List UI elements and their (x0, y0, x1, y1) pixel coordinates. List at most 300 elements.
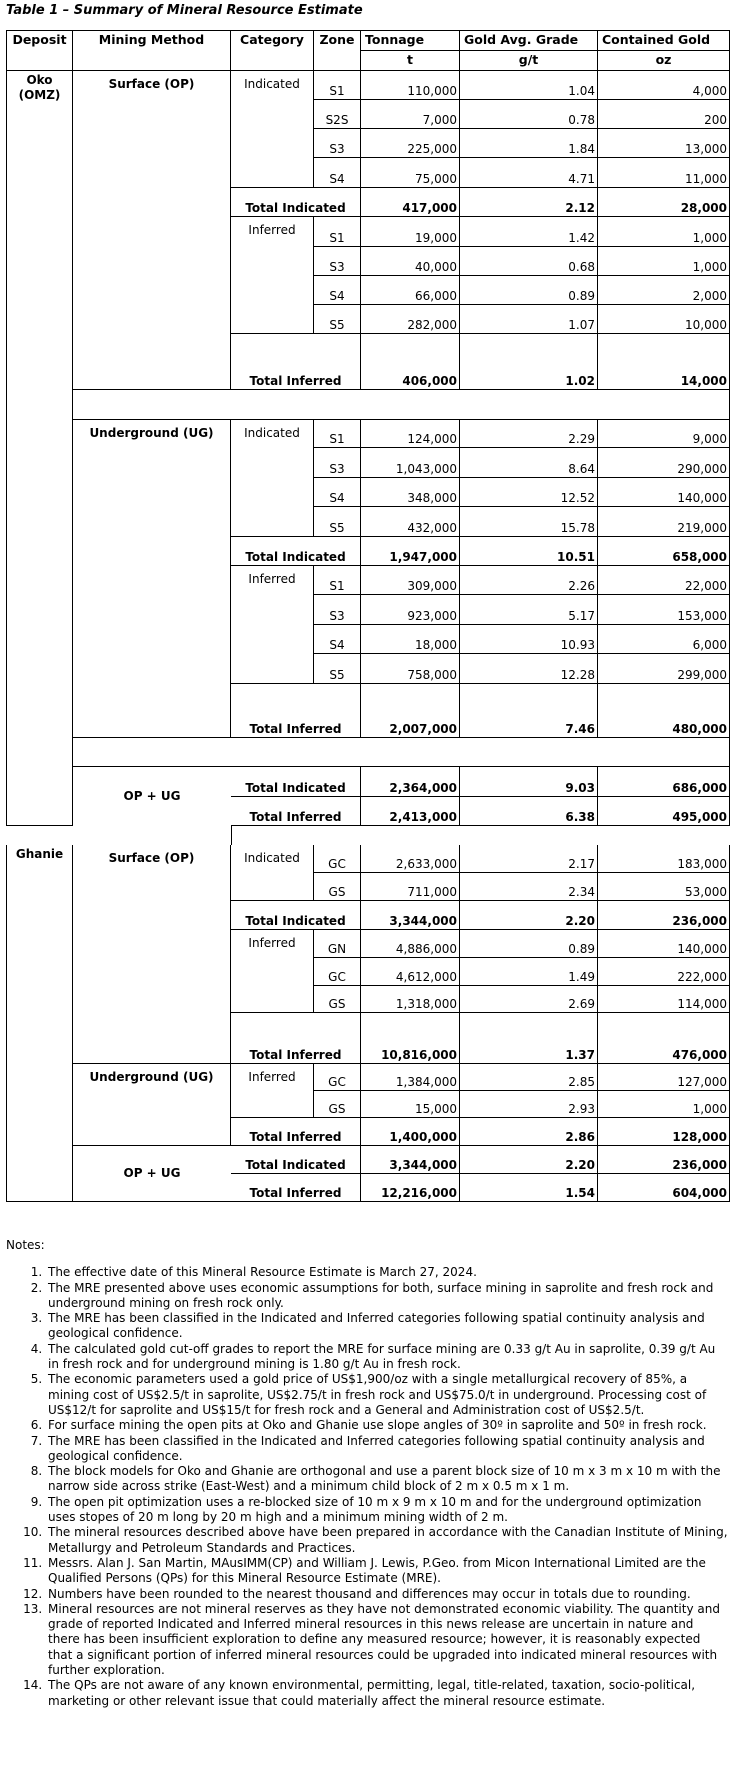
note-item: 4. The calculated gold cut-off grades to report the MRE for surface mining are 0.33 g/t Au in saprolite, 0.39 g/t Au in fresh rock and for underground mining is 1.80 g/t Au in fresh rock. (46, 1342, 728, 1373)
header-grade (460, 30, 598, 51)
mining-method-cell-text: OP + UG (123, 1166, 181, 1180)
gold-cell (598, 1064, 730, 1091)
grade-cell-text: 12.52 (560, 491, 595, 505)
gold-cell-text: 10,000 (685, 318, 727, 332)
total-grade-cell-text: 7.46 (565, 722, 595, 736)
total-grade-cell-text: 1.37 (565, 1048, 595, 1062)
note-item: 10. The mineral resources described above have been prepared in accordance with the Canadian Institute of Mining, Metallurgy and Petroleum Standards and Practices. (46, 1525, 728, 1556)
deposit-cell-text: Oko (OMZ) (18, 73, 61, 102)
grade-cell-text: 2.85 (568, 1075, 595, 1089)
total-tonnage-cell-text: 2,364,000 (389, 781, 457, 795)
gold-cell (598, 305, 730, 334)
category-cell-text: Indicated (244, 77, 300, 91)
gold-cell-text: 1,000 (692, 231, 727, 245)
tonnage-cell-text: 1,043,000 (395, 462, 457, 476)
total-label-cell-text: Total Indicated (245, 1158, 346, 1172)
tonnage-cell-text: 7,000 (422, 113, 457, 127)
zone-cell (314, 71, 361, 100)
tonnage-cell-text: 19,000 (415, 231, 457, 245)
total-tonnage-cell-text: 2,007,000 (389, 722, 457, 736)
grade-cell (460, 625, 598, 654)
header-unit-grade-text: g/t (518, 52, 539, 67)
header-unit-contained (598, 51, 730, 71)
total-label-cell-text: Total Indicated (245, 914, 346, 928)
gold-cell (598, 217, 730, 247)
zone-cell-text: S3 (329, 260, 345, 274)
mining-method-cell-text: Underground (UG) (89, 426, 214, 440)
gold-cell (598, 100, 730, 129)
total-grade-cell (460, 537, 598, 566)
total-label-cell (231, 684, 361, 738)
gold-cell-text: 290,000 (677, 462, 727, 476)
gold-cell (598, 448, 730, 478)
header-mining-method-text: Mining Method (98, 32, 205, 47)
total-grade-cell (460, 1146, 598, 1174)
zone-cell (314, 420, 361, 448)
gold-cell (598, 276, 730, 305)
zone-cell-text: GC (328, 970, 346, 984)
gold-cell-text: 114,000 (677, 997, 727, 1011)
total-gold-cell (598, 901, 730, 930)
grade-cell-text: 2.26 (568, 579, 595, 593)
tonnage-cell-text: 711,000 (407, 885, 457, 899)
total-tonnage-cell (361, 537, 460, 566)
tonnage-cell-text: 110,000 (407, 84, 457, 98)
tonnage-cell-text: 348,000 (407, 491, 457, 505)
total-gold-cell-text: 604,000 (672, 1186, 727, 1200)
grade-cell (460, 158, 598, 188)
tonnage-cell-text: 282,000 (407, 318, 457, 332)
grade-cell (460, 247, 598, 276)
header-deposit (6, 30, 73, 71)
deposit-cell (6, 71, 73, 826)
total-gold-cell (598, 797, 730, 826)
tonnage-cell-text: 124,000 (407, 432, 457, 446)
total-label-cell (231, 1174, 361, 1202)
zone-cell-text: S4 (329, 172, 345, 186)
total-tonnage-cell (361, 684, 460, 738)
zone-cell-text: S4 (329, 289, 345, 303)
tonnage-cell-text: 4,886,000 (395, 942, 457, 956)
gold-cell-text: 6,000 (692, 638, 727, 652)
zone-cell-text: S1 (329, 231, 345, 245)
total-label-cell-text: Total Inferred (249, 810, 342, 824)
tonnage-cell (361, 986, 460, 1013)
note-item: 12. Numbers have been rounded to the nearest thousand and differences may occur in totals due to rounding. (46, 1587, 728, 1602)
grade-cell-text: 1.07 (568, 318, 595, 332)
gold-cell-text: 140,000 (677, 491, 727, 505)
grade-cell-text: 12.28 (560, 668, 595, 682)
note-item: 14. The QPs are not aware of any known environmental, permitting, legal, title-related, taxation, socio-political, marketing or other relevant issue that could materially affect the mineral resource estimate. (46, 1678, 728, 1709)
total-label-cell-text: Total Inferred (249, 374, 342, 388)
tonnage-cell (361, 448, 460, 478)
mining-method-cell (73, 1146, 231, 1202)
zone-cell (314, 986, 361, 1013)
total-tonnage-cell-text: 2,413,000 (389, 810, 457, 824)
gold-cell-text: 219,000 (677, 521, 727, 535)
gold-cell (598, 930, 730, 958)
total-label-cell-text: Total Indicated (245, 550, 346, 564)
total-grade-cell (460, 684, 598, 738)
grade-cell (460, 654, 598, 684)
total-tonnage-cell-text: 406,000 (402, 374, 457, 388)
tonnage-cell (361, 845, 460, 873)
total-gold-cell-text: 480,000 (672, 722, 727, 736)
total-tonnage-cell (361, 1146, 460, 1174)
total-label-cell (231, 334, 361, 390)
total-grade-cell (460, 797, 598, 826)
zone-cell-text: GS (328, 885, 346, 899)
zone-cell-text: S1 (329, 432, 345, 446)
grade-cell-text: 2.69 (568, 997, 595, 1011)
zone-cell-text: S3 (329, 462, 345, 476)
total-label-cell (231, 1013, 361, 1064)
notes-section (6, 1238, 728, 1709)
grade-cell-text: 8.64 (568, 462, 595, 476)
grade-cell-text: 2.93 (568, 1102, 595, 1116)
grade-cell (460, 873, 598, 901)
grade-cell (460, 129, 598, 158)
total-label-cell (231, 767, 361, 797)
header-deposit-text: Deposit (12, 32, 67, 47)
zone-cell (314, 654, 361, 684)
mining-method-cell-text: Surface (OP) (108, 851, 195, 865)
total-gold-cell (598, 1146, 730, 1174)
grade-cell (460, 71, 598, 100)
tonnage-cell (361, 100, 460, 129)
zone-cell (314, 1064, 361, 1091)
gold-cell (598, 129, 730, 158)
tonnage-cell-text: 309,000 (407, 579, 457, 593)
gold-cell-text: 11,000 (685, 172, 727, 186)
total-tonnage-cell-text: 12,216,000 (381, 1186, 457, 1200)
grade-cell-text: 0.89 (568, 289, 595, 303)
total-grade-cell (460, 1118, 598, 1146)
total-tonnage-cell-text: 417,000 (402, 201, 457, 215)
tonnage-cell (361, 158, 460, 188)
note-item: 7. The MRE has been classified in the Indicated and Inferred categories following spatial continuity analysis and geological confidence. (46, 1434, 728, 1465)
zone-cell (314, 958, 361, 986)
header-grade-text: Gold Avg. Grade (464, 32, 579, 47)
grade-cell (460, 958, 598, 986)
category-cell (231, 217, 314, 334)
total-tonnage-cell-text: 3,344,000 (389, 1158, 457, 1172)
mining-method-cell (73, 845, 231, 1064)
mining-method-cell (73, 71, 231, 390)
category-cell (231, 845, 314, 901)
total-grade-cell-text: 2.20 (565, 1158, 595, 1172)
grade-cell (460, 566, 598, 595)
header-category-text: Category (240, 32, 304, 47)
tonnage-cell-text: 1,384,000 (395, 1075, 457, 1089)
gold-cell-text: 200 (704, 113, 727, 127)
total-grade-cell-text: 6.38 (565, 810, 595, 824)
gold-cell (598, 1091, 730, 1118)
tonnage-cell (361, 958, 460, 986)
total-tonnage-cell (361, 901, 460, 930)
total-grade-cell (460, 767, 598, 797)
grade-cell (460, 1064, 598, 1091)
gold-cell-text: 22,000 (685, 579, 727, 593)
zone-cell (314, 625, 361, 654)
note-item: 9. The open pit optimization uses a re-blocked size of 10 m x 9 m x 10 m and for the underground optimization uses stopes of 20 m long by 20 m high and a minimum mining width of 2 m. (46, 1495, 728, 1526)
total-tonnage-cell (361, 767, 460, 797)
total-label-cell-text: Total Inferred (249, 1048, 342, 1062)
mining-method-cell-text: Underground (UG) (89, 1070, 214, 1084)
tonnage-cell (361, 129, 460, 158)
total-label-cell (231, 537, 361, 566)
total-grade-cell (460, 188, 598, 217)
tonnage-cell (361, 305, 460, 334)
total-gold-cell-text: 686,000 (672, 781, 727, 795)
zone-cell-text: S4 (329, 638, 345, 652)
total-gold-cell (598, 767, 730, 797)
category-cell (231, 1064, 314, 1118)
tonnage-cell (361, 625, 460, 654)
tonnage-cell-text: 18,000 (415, 638, 457, 652)
grade-cell (460, 217, 598, 247)
zone-cell (314, 1091, 361, 1118)
tonnage-cell (361, 930, 460, 958)
gold-cell (598, 420, 730, 448)
total-label-cell-text: Total Indicated (245, 781, 346, 795)
category-cell (231, 71, 314, 188)
zone-cell-text: S5 (329, 668, 345, 682)
gold-cell-text: 1,000 (692, 1102, 727, 1116)
tonnage-cell-text: 4,612,000 (395, 970, 457, 984)
tonnage-cell (361, 507, 460, 537)
zone-cell (314, 100, 361, 129)
grade-cell (460, 478, 598, 507)
mining-method-cell-text: OP + UG (123, 789, 181, 803)
total-grade-cell (460, 1174, 598, 1202)
gold-cell-text: 9,000 (692, 432, 727, 446)
header-mining-method (73, 30, 231, 71)
total-gold-cell (598, 684, 730, 738)
total-label-cell (231, 1118, 361, 1146)
grade-cell-text: 2.29 (568, 432, 595, 446)
total-label-cell (231, 797, 361, 826)
category-cell (231, 420, 314, 537)
tonnage-cell-text: 758,000 (407, 668, 457, 682)
category-cell (231, 930, 314, 1013)
gold-cell (598, 595, 730, 625)
mining-method-cell-text: Surface (OP) (108, 77, 195, 91)
gold-cell (598, 873, 730, 901)
mining-method-cell (73, 420, 231, 738)
grade-cell-text: 2.34 (568, 885, 595, 899)
zone-cell-text: GC (328, 857, 346, 871)
total-tonnage-cell-text: 3,344,000 (389, 914, 457, 928)
header-unit-grade (460, 51, 598, 71)
tonnage-cell (361, 217, 460, 247)
mining-method-cell (73, 1064, 231, 1146)
tonnage-cell (361, 478, 460, 507)
gold-cell-text: 4,000 (692, 84, 727, 98)
gold-cell (598, 566, 730, 595)
total-grade-cell-text: 2.20 (565, 914, 595, 928)
grade-cell-text: 1.84 (568, 142, 595, 156)
note-item: 1. The effective date of this Mineral Resource Estimate is March 27, 2024. (46, 1265, 728, 1280)
total-tonnage-cell (361, 188, 460, 217)
grade-cell (460, 595, 598, 625)
total-label-cell (231, 1146, 361, 1174)
total-grade-cell-text: 2.86 (565, 1130, 595, 1144)
notes-label: Notes: (6, 1238, 45, 1252)
total-grade-cell-text: 10.51 (557, 550, 595, 564)
tonnage-cell-text: 40,000 (415, 260, 457, 274)
gold-cell-text: 140,000 (677, 942, 727, 956)
total-grade-cell-text: 9.03 (565, 781, 595, 795)
total-gold-cell-text: 28,000 (680, 201, 727, 215)
gold-cell-text: 13,000 (685, 142, 727, 156)
tonnage-cell-text: 2,633,000 (395, 857, 457, 871)
header-contained-gold (598, 30, 730, 51)
category-cell-text: Inferred (248, 1070, 296, 1084)
total-tonnage-cell-text: 1,400,000 (389, 1130, 457, 1144)
grade-cell (460, 845, 598, 873)
gold-cell-text: 127,000 (677, 1075, 727, 1089)
gold-cell (598, 507, 730, 537)
total-tonnage-cell (361, 334, 460, 390)
total-grade-cell-text: 2.12 (565, 201, 595, 215)
deposit-cell-text: Ghanie (15, 847, 64, 861)
zone-cell (314, 129, 361, 158)
total-label-cell (231, 188, 361, 217)
grade-cell-text: 4.71 (568, 172, 595, 186)
total-gold-cell-text: 128,000 (672, 1130, 727, 1144)
zone-cell-text: S2S (325, 113, 349, 127)
category-cell-text: Indicated (244, 851, 300, 865)
zone-cell-text: S5 (329, 318, 345, 332)
category-cell-text: Indicated (244, 426, 300, 440)
gold-cell (598, 654, 730, 684)
grade-cell (460, 276, 598, 305)
total-gold-cell (598, 1013, 730, 1064)
zone-cell (314, 930, 361, 958)
tonnage-cell-text: 1,318,000 (395, 997, 457, 1011)
grade-cell-text: 15.78 (560, 521, 595, 535)
zone-cell-text: S3 (329, 609, 345, 623)
blank-separator-row (73, 390, 730, 420)
total-label-cell-text: Total Inferred (249, 1130, 342, 1144)
category-cell-text: Inferred (248, 572, 296, 586)
header-unit-contained-text: oz (655, 52, 672, 67)
zone-cell-text: S1 (329, 579, 345, 593)
grade-cell (460, 420, 598, 448)
zone-cell (314, 566, 361, 595)
zone-cell (314, 217, 361, 247)
grade-cell (460, 930, 598, 958)
header-zone (314, 30, 361, 71)
total-tonnage-cell (361, 1174, 460, 1202)
zone-cell (314, 247, 361, 276)
zone-cell-text: S3 (329, 142, 345, 156)
note-item: 5. The economic parameters used a gold price of US$1,900/oz with a single metallurgical recovery of 85%, a mining cost of US$2.5/t in saprolite, US$2.75/t in fresh rock and US$75.0/t in underground. Processing cost of US$12/t for saprolite and US$15/t for fresh rock and a General and Administration cost of US$2.5/t. (46, 1372, 728, 1418)
header-tonnage-text: Tonnage (365, 32, 425, 47)
grade-cell-text: 10.93 (560, 638, 595, 652)
zone-cell-text: S4 (329, 491, 345, 505)
zone-cell (314, 845, 361, 873)
gold-cell-text: 1,000 (692, 260, 727, 274)
zone-cell-text: GS (328, 997, 346, 1011)
mining-method-cell (73, 767, 231, 826)
grade-cell-text: 1.49 (568, 970, 595, 984)
tonnage-cell-text: 66,000 (415, 289, 457, 303)
total-gold-cell-text: 236,000 (672, 914, 727, 928)
tonnage-cell-text: 75,000 (415, 172, 457, 186)
zone-cell-text: GN (327, 942, 347, 956)
gold-cell (598, 247, 730, 276)
zone-cell (314, 158, 361, 188)
total-grade-cell-text: 1.54 (565, 1186, 595, 1200)
notes-list (6, 1265, 728, 1709)
total-grade-cell (460, 334, 598, 390)
total-tonnage-cell-text: 1,947,000 (389, 550, 457, 564)
total-gold-cell (598, 1118, 730, 1146)
grade-cell-text: 0.68 (568, 260, 595, 274)
note-item: 11. Messrs. Alan J. San Martin, MAusIMM(CP) and William J. Lewis, P.Geo. from Micon International Limited are the Qualified Persons (QPs) for this Mineral Resource Estimate (MRE). (46, 1556, 728, 1587)
tonnage-cell (361, 595, 460, 625)
blank-separator-row (73, 738, 730, 767)
zone-cell-text: S1 (329, 84, 345, 98)
total-grade-cell-text: 1.02 (565, 374, 595, 388)
zone-cell (314, 448, 361, 478)
tonnage-cell (361, 654, 460, 684)
tonnage-cell-text: 923,000 (407, 609, 457, 623)
total-gold-cell-text: 236,000 (672, 1158, 727, 1172)
total-gold-cell-text: 658,000 (672, 550, 727, 564)
header-category (231, 30, 314, 71)
grade-cell-text: 0.89 (568, 942, 595, 956)
total-tonnage-cell (361, 1013, 460, 1064)
zone-cell-text: S5 (329, 521, 345, 535)
grade-cell (460, 100, 598, 129)
zone-cell (314, 276, 361, 305)
table-title: Table 1 – Summary of Mineral Resource Estimate (6, 3, 363, 18)
gold-cell-text: 53,000 (685, 885, 727, 899)
total-label-cell-text: Total Inferred (249, 722, 342, 736)
grade-cell-text: 1.42 (568, 231, 595, 245)
gold-cell-text: 153,000 (677, 609, 727, 623)
gold-cell (598, 986, 730, 1013)
grade-cell-text: 2.17 (568, 857, 595, 871)
total-gold-cell (598, 188, 730, 217)
gold-cell-text: 183,000 (677, 857, 727, 871)
note-item: 8. The block models for Oko and Ghanie are orthogonal and use a parent block size of 10 m x 3 m x 10 m with the narrow side across strike (East-West) and a minimum child block of 2 m x 0.5 m x 1 m. (46, 1464, 728, 1495)
gold-cell (598, 625, 730, 654)
tonnage-cell (361, 247, 460, 276)
grade-cell (460, 448, 598, 478)
header-contained-gold-text: Contained Gold (602, 32, 711, 47)
total-tonnage-cell-text: 10,816,000 (381, 1048, 457, 1062)
header-zone-text: Zone (319, 32, 355, 47)
note-item: 2. The MRE presented above uses economic assumptions for both, surface mining in saprolite and fresh rock and underground mining on fresh rock only. (46, 1281, 728, 1312)
tonnage-cell-text: 432,000 (407, 521, 457, 535)
deposit-cell (6, 845, 73, 1202)
total-tonnage-cell (361, 797, 460, 826)
note-item: 13. Mineral resources are not mineral reserves as they have not demonstrated economic viability. The quantity and grade of reported Indicated and Inferred mineral resources in this news release are uncertain in nature and there has been insufficient exploration to define any measured resource; however, it is reasonably expected that a significant portion of inferred mineral resources could be upgraded into indicated mineral resources with further exploration. (46, 1602, 728, 1678)
header-tonnage (361, 30, 460, 51)
zone-cell (314, 595, 361, 625)
grade-cell-text: 0.78 (568, 113, 595, 127)
tonnage-cell (361, 420, 460, 448)
total-gold-cell-text: 14,000 (680, 374, 727, 388)
gold-cell (598, 958, 730, 986)
gold-cell (598, 71, 730, 100)
gold-cell-text: 2,000 (692, 289, 727, 303)
category-cell-text: Inferred (248, 223, 296, 237)
